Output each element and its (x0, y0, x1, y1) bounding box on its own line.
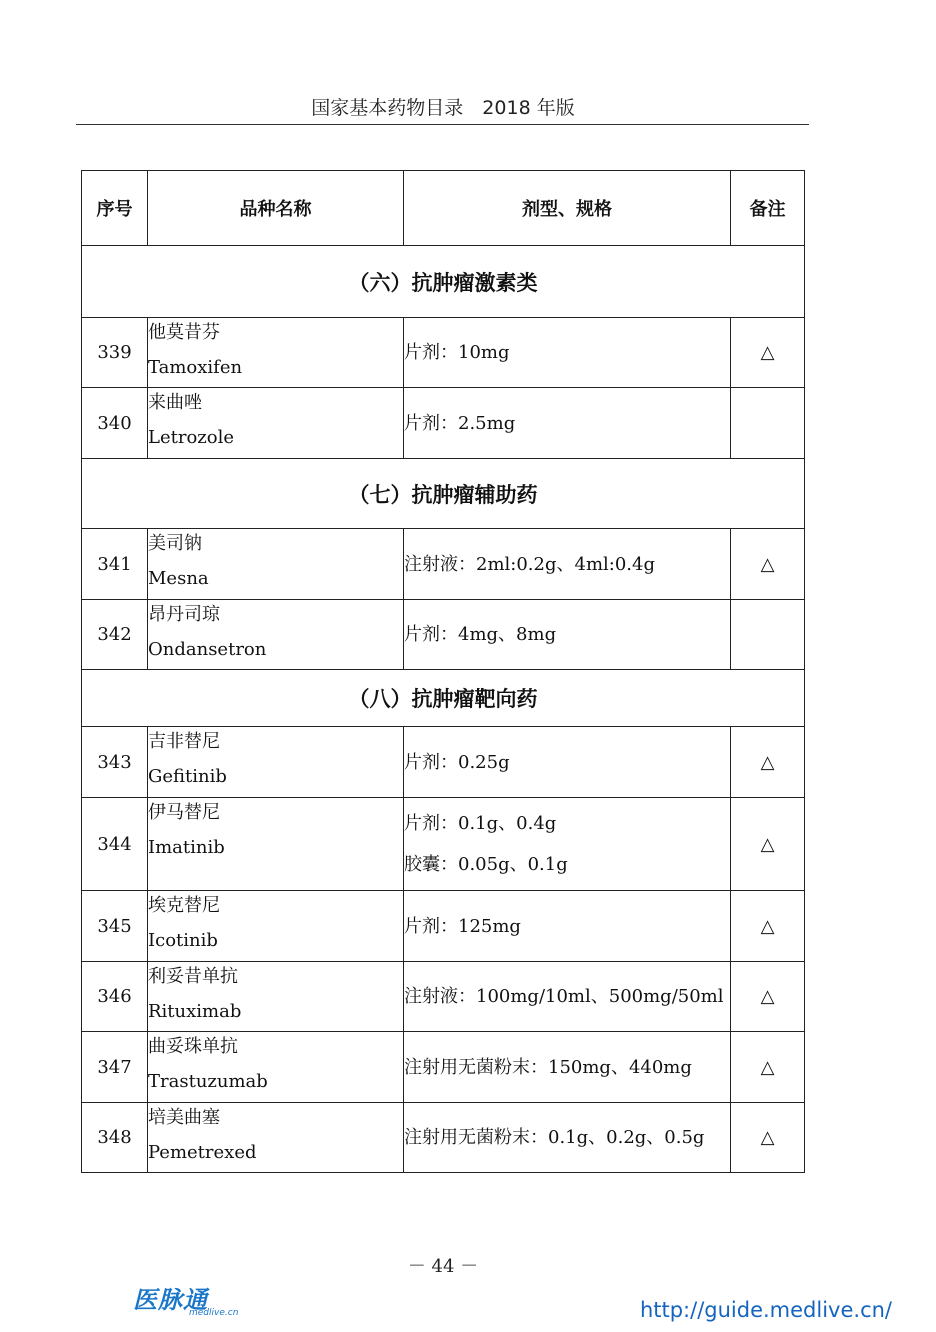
drug-name-en: Mesna (148, 568, 209, 589)
row-remark (731, 600, 805, 670)
row-spec-cell (404, 318, 731, 388)
drug-name-en: Gefitinib (148, 766, 227, 787)
column-header-spec: 剂型、规格 (404, 171, 731, 246)
row-seq: 344 (82, 798, 148, 891)
table-row (82, 1103, 805, 1173)
table-row (82, 962, 805, 1032)
drug-name-en: Letrozole (148, 427, 235, 448)
section-header-row (82, 246, 805, 318)
table-header-row (82, 171, 805, 246)
drug-name-cn: 埃克替尼 (148, 895, 220, 916)
drug-name-cn: 培美曲塞 (148, 1107, 220, 1128)
medlive-logo[interactable] (133, 1280, 243, 1322)
row-seq: 345 (82, 891, 148, 962)
table-row (82, 1032, 805, 1103)
spec-line: 片剂：0.1g、0.4g (404, 813, 557, 834)
logo-text: 医脉通 (133, 1286, 208, 1314)
row-spec-cell (404, 529, 731, 600)
footer-url-link[interactable]: http://guide.medlive.cn/ (639, 1298, 892, 1322)
row-spec-cell (404, 727, 731, 798)
row-spec-cell (404, 388, 731, 459)
row-remark: △ (731, 1103, 805, 1173)
drug-name-cn: 昂丹司琼 (148, 604, 220, 625)
section-header-row (82, 459, 805, 529)
row-spec-cell (404, 798, 731, 891)
header-rule (76, 124, 809, 125)
drug-name-en: Trastuzumab (148, 1071, 268, 1092)
section-title: （七）抗肿瘤辅助药 (82, 459, 805, 529)
row-name-cell (148, 318, 404, 388)
row-spec-cell (404, 962, 731, 1032)
drug-name-cn: 利妥昔单抗 (148, 966, 238, 987)
page-header-title: 国家基本药物目录 2018 年版 (311, 97, 575, 119)
spec-line: 注射用无菌粉末：0.1g、0.2g、0.5g (404, 1127, 705, 1148)
drug-name-cn: 他莫昔芬 (148, 322, 220, 343)
row-spec-cell (404, 600, 731, 670)
column-header-seq: 序号 (82, 171, 148, 246)
spec-line: 注射液：100mg/10ml、500mg/50ml (404, 986, 724, 1007)
spec-line: 注射用无菌粉末：150mg、440mg (404, 1056, 692, 1078)
row-remark: △ (731, 798, 805, 891)
spec-line: 注射液：2ml:0.2g、4ml:0.4g (404, 553, 655, 575)
table-row (82, 891, 805, 962)
row-name-cell (148, 1032, 404, 1103)
logo-subtext: medlive.cn (189, 1308, 239, 1318)
row-remark: △ (731, 727, 805, 798)
row-name-cell (148, 600, 404, 670)
row-name-cell (148, 727, 404, 798)
spec-line: 片剂：4mg、8mg (404, 624, 557, 645)
drug-table (81, 170, 805, 1173)
row-seq: 342 (82, 600, 148, 670)
row-name-cell (148, 529, 404, 600)
section-header-row (82, 670, 805, 727)
row-seq: 346 (82, 962, 148, 1032)
row-seq: 347 (82, 1032, 148, 1103)
table-row (82, 600, 805, 670)
spec-line: 片剂：10mg (404, 342, 510, 363)
row-remark: △ (731, 1032, 805, 1103)
page-number: － 44 － (407, 1256, 479, 1277)
row-spec-cell (404, 1032, 731, 1103)
row-remark: △ (731, 318, 805, 388)
row-remark: △ (731, 962, 805, 1032)
drug-name-cn: 美司钠 (148, 533, 202, 554)
drug-name-cn: 曲妥珠单抗 (148, 1036, 238, 1057)
spec-line: 片剂：0.25g (404, 751, 510, 773)
drug-name-en: Ondansetron (148, 639, 267, 660)
row-seq: 343 (82, 727, 148, 798)
row-spec-cell (404, 891, 731, 962)
row-name-cell (148, 388, 404, 459)
row-remark (731, 388, 805, 459)
table-row (82, 727, 805, 798)
row-remark: △ (731, 529, 805, 600)
table-row (82, 388, 805, 459)
section-title: （六）抗肿瘤激素类 (82, 246, 805, 318)
row-name-cell (148, 798, 404, 891)
row-spec-cell (404, 1103, 731, 1173)
column-header-name: 品种名称 (148, 171, 404, 246)
spec-line: 片剂：2.5mg (404, 412, 516, 434)
row-seq: 340 (82, 388, 148, 459)
drug-name-en: Pemetrexed (148, 1142, 257, 1163)
drug-name-en: Tamoxifen (148, 357, 243, 378)
section-title: （八）抗肿瘤靶向药 (82, 670, 805, 727)
drug-name-cn: 吉非替尼 (148, 731, 220, 752)
row-seq: 339 (82, 318, 148, 388)
row-seq: 348 (82, 1103, 148, 1173)
row-remark: △ (731, 891, 805, 962)
spec-line: 片剂：125mg (404, 915, 521, 937)
row-name-cell (148, 962, 404, 1032)
drug-name-en: Icotinib (148, 930, 218, 951)
row-name-cell (148, 891, 404, 962)
row-name-cell (148, 1103, 404, 1173)
spec-line: 胶囊：0.05g、0.1g (404, 854, 568, 875)
table-row (82, 798, 805, 891)
table-row (82, 318, 805, 388)
drug-name-cn: 来曲唑 (148, 392, 202, 413)
column-header-remark: 备注 (731, 171, 805, 246)
table-row (82, 529, 805, 600)
row-seq: 341 (82, 529, 148, 600)
drug-name-en: Rituximab (148, 1001, 242, 1022)
drug-name-en: Imatinib (148, 837, 225, 858)
drug-name-cn: 伊马替尼 (148, 802, 220, 823)
